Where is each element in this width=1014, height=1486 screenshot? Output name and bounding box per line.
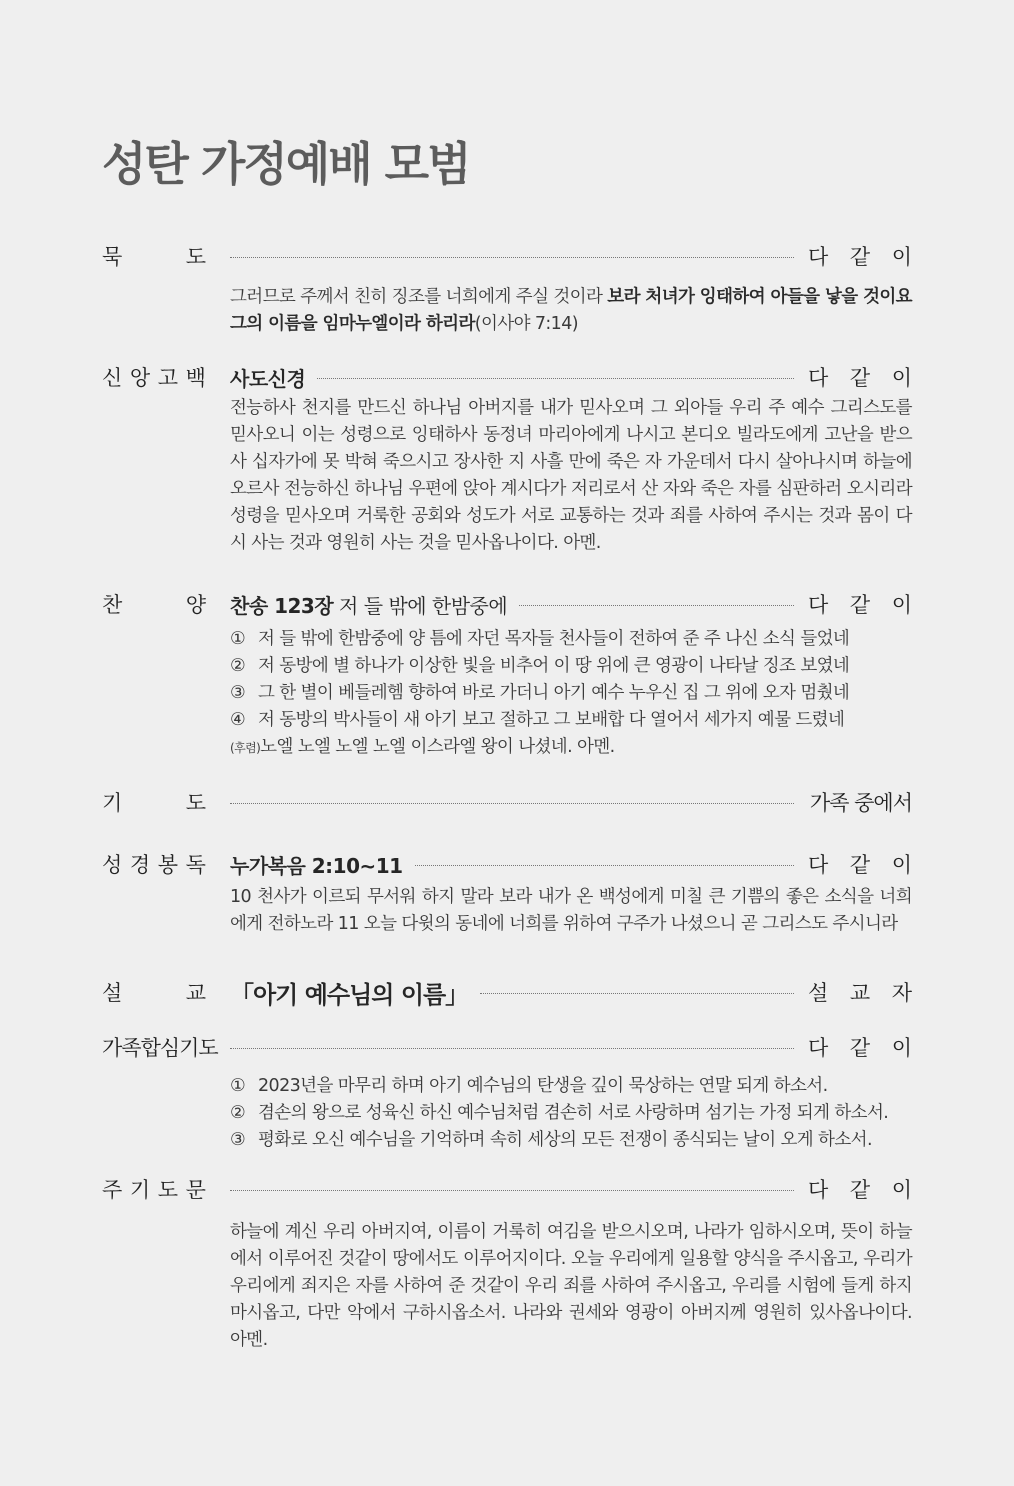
lords-prayer-text: 하늘에 계신 우리 아버지여, 이름이 거룩히 여김을 받으시오며, 나라가 임하시오며, 뜻이 하늘에서 이루어진 것같이 땅에서도 이루어지이다. 오늘 우리에게 일용할 양식을 주시옵고, 우리가 우리에게 죄지은 자를 사하여 준 것같이 우리 죄를 사하여 주시옵고, 우리를 시험에 들게 하지 마시옵고, 다만 악에서 구하시옵소서. 나라와 권세와 영광이 아버지께 영원히 있사옵나이다. 아멘. [230,1222,912,1350]
performer-label: 다 같 이 [808,853,912,877]
performer-label: 다 같 이 [808,366,912,390]
list-item: ② 저 동방에 별 하나가 이상한 빛을 비추어 이 땅 위에 큰 영광이 나타날 징조 보였네 [230,656,850,676]
performer-label: 다 같 이 [808,1036,912,1060]
list-item: ① 2023년을 마무리 하며 아기 예수님의 탄생을 깊이 묵상하는 연말 되게 하소서. [230,1076,828,1096]
dotted-leader [519,605,794,606]
section-sermon [102,976,912,1008]
section-label: 묵 도 [102,245,206,269]
performer-label: 다 같 이 [808,1178,912,1202]
performer-label: 다 같 이 [808,245,912,269]
page-title: 성탄 가정예배 모범 [102,137,470,191]
hymn-verses [230,626,912,762]
list-item: ③ 평화로 오신 예수님을 기억하며 속히 세상의 모든 전쟁이 종식되는 날이 오게 하소서. [230,1130,872,1150]
section-confession [102,361,912,557]
list-item: ③ 그 한 별이 베들레헴 향하여 바로 가더니 아기 예수 누우신 집 그 위에 오자 멈췄네 [230,683,850,703]
section-label: 찬 양 [102,593,206,617]
section-heading: 찬송 123장 저 들 밖에 한밤중에 [230,593,508,618]
performer-label: 가족 중에서 [809,791,912,815]
section-hymn [102,588,912,762]
list-item: ④ 저 동방의 박사들이 새 아기 보고 절하고 그 보배합 다 열어서 세가지 예물 드렸네 [230,710,845,730]
dotted-leader [480,993,794,994]
dotted-leader [230,803,794,804]
dotted-leader [230,1048,794,1049]
list-item: ① 저 들 밖에 한밤중에 양 틈에 자던 목자들 천사들이 전하여 준 주 나신 소식 들었네 [230,629,850,649]
list-item: ② 겸손의 왕으로 성육신 하신 예수님처럼 겸손히 서로 사랑하며 섬기는 가정 되게 하소서. [230,1103,889,1123]
prayer-items [230,1073,912,1154]
sermon-title: 「아기 예수님의 이름」 [230,980,469,1009]
performer-label: 설 교 자 [808,981,912,1005]
section-lords-prayer [102,1173,912,1354]
performer-label: 다 같 이 [808,593,912,617]
scripture-text: 그러므로 주께서 친히 징조를 너희에게 주실 것이라 보라 처녀가 잉태하여 아들을 낳을 것이요 그의 이름을 임마누엘이라 하리라(이사야 7:14) [230,287,912,334]
dotted-leader [317,378,794,379]
section-label: 가족합심기도 [102,1036,218,1060]
section-silent-prayer [102,240,912,338]
dotted-leader [230,1190,794,1191]
section-prayer [102,786,912,818]
creed-text: 전능하사 천지를 만드신 하나님 아버지를 내가 믿사오며 그 외아들 우리 주 예수 그리스도를 믿사오니 이는 성령으로 잉태하사 동정녀 마리아에게 나시고 본디오 빌라도에게 고난을 받으사 십자가에 못 박혀 죽으시고 장사한 지 사흘 만에 죽은 자 가운데서 다시 살아나시며 하늘에 오르사 전능하신 하나님 우편에 앉아 계시다가 저리로서 산 자와 죽은 자를 심판하러 오시리라 성령을 믿사오며 거룩한 공회와 성도가 서로 교통하는 것과 죄를 사하여 주시는 것과 몸이 다시 사는 것과 영원히 사는 것을 믿사옵나이다. 아멘. [230,398,912,553]
section-label: 성 경 봉 독 [102,853,206,877]
section-family-prayer [102,1031,912,1154]
section-scripture-reading [102,848,912,938]
section-heading: 사도신경 [230,366,306,391]
scripture-text: 10 천사가 이르되 무서워 하지 말라 보라 내가 온 백성에게 미칠 큰 기쁨의 좋은 소식을 너희에게 전하노라 11 오늘 다윗의 동네에 너희를 위하여 구주가 나셨으니 곧 그리스도 주시니라 [230,887,912,934]
section-label: 설 교 [102,981,206,1005]
section-heading: 누가복음 2:10∼11 [230,853,403,878]
dotted-leader [230,257,794,258]
dotted-leader [415,865,794,866]
refrain: (후렴)노엘 노엘 노엘 노엘 이스라엘 왕이 나셨네. 아멘. [230,737,615,757]
section-label: 기 도 [102,791,206,815]
section-label: 주 기 도 문 [102,1178,206,1202]
section-label: 신 앙 고 백 [102,366,206,390]
